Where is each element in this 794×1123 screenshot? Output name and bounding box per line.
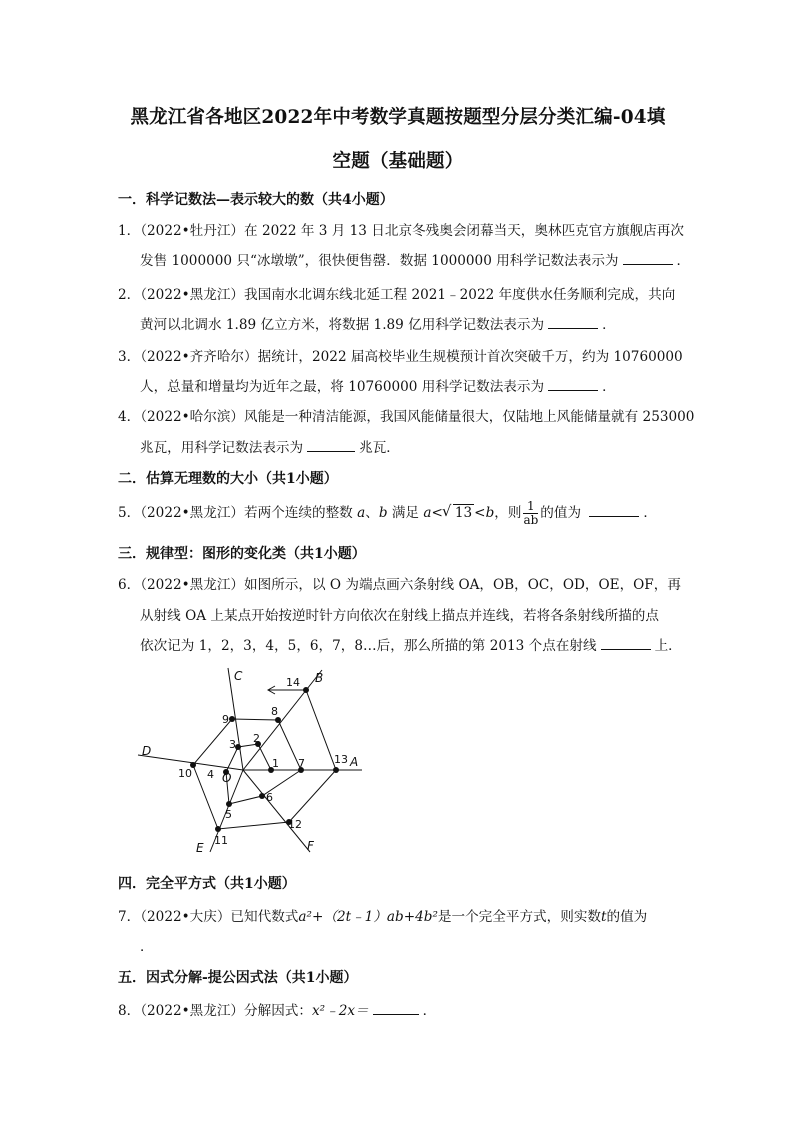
question-7-line1: [118, 905, 647, 925]
answer-blank-2: [548, 316, 598, 329]
answer-blank-3: [548, 378, 598, 391]
question-4-line2: [140, 436, 400, 456]
question-5-end: ．: [643, 505, 657, 521]
question-7-post2: 的值为: [606, 909, 648, 925]
point-label-12: 12: [288, 818, 302, 831]
question-8-line1: [118, 999, 436, 1019]
question-7-post: 是一个完全平方式，则实数: [437, 909, 602, 925]
question-5-post: 的值为: [540, 505, 582, 521]
point-label-8: 8: [271, 705, 278, 718]
ray-label-d: D: [142, 744, 152, 758]
point-label-9: 9: [222, 713, 229, 726]
ray-label-c: C: [234, 669, 243, 683]
question-4-end: 兆瓦．: [359, 440, 400, 456]
question-8-text: 8．（2022•黑龙江）分解因式：: [118, 1003, 312, 1019]
question-1-line2: [140, 249, 690, 269]
question-2-line1: 2．（2022•黑龙江）我国南水北调东线北延工程 2021﹣2022 年度供水任务顺利完成，共向: [118, 287, 676, 303]
point-label-7: 7: [298, 757, 305, 770]
question-5-text: 5．（2022•黑龙江）若两个连续的整数: [118, 505, 353, 521]
section-heading-1: 一．科学记数法—表示较大的数（共4小题）: [118, 192, 394, 208]
answer-blank-1: [623, 252, 673, 265]
question-1-text: 发售 1000000 只“冰墩墩”，很快便售罄．数据 1000000 用科学记数法表示为: [140, 253, 619, 269]
question-5-then: ，则: [494, 505, 522, 521]
question-6-line3: [140, 634, 682, 654]
answer-blank-6: [601, 637, 651, 650]
question-2-text: 黄河以北调水 1.89 亿立方米，将数据 1.89 亿用科学记数法表示为: [140, 317, 545, 333]
factor-expression: x²﹣2x＝: [312, 1003, 369, 1019]
point-label-10: 10: [178, 767, 192, 780]
fraction-denominator: ab: [523, 513, 539, 527]
fraction-numerator: 1: [523, 500, 538, 514]
point-label-4: 4: [207, 768, 214, 781]
point-label-6: 6: [266, 791, 273, 804]
point-label-11: 11: [214, 834, 228, 847]
ray-label-e: E: [196, 841, 204, 855]
var-t: t: [601, 909, 607, 925]
less-than-sign: <: [431, 505, 443, 521]
point-label-13: 13: [334, 753, 348, 766]
question-3-text: 人，总量和增量均为近年之最，将 10760000 用科学记数法表示为: [140, 379, 545, 395]
var-b: b: [378, 505, 388, 521]
point-label-3: 3: [229, 738, 236, 751]
ray-ob: [243, 670, 322, 770]
question-6-end: 上．: [654, 638, 682, 654]
answer-blank-5: [589, 504, 639, 517]
question-6-line2: 从射线 OA 上某点开始按逆时针方向依次在射线上描点并连线，若将各条射线所描的点: [140, 608, 659, 624]
question-3-line2: [140, 375, 616, 395]
question-3-line1: 3．（2022•齐齐哈尔）据统计，2022 届高校毕业生规模预计首次突破千万，约为 10760000: [118, 349, 683, 365]
question-4-text: 兆瓦，用科学记数法表示为: [140, 440, 304, 456]
question-7-line2: ．: [140, 939, 154, 955]
ray-label-f: F: [307, 839, 314, 853]
point-label-14: 14: [286, 676, 300, 689]
algebraic-expression: a²+（2t﹣1）ab+4b²: [298, 909, 438, 925]
point-label-5: 5: [225, 808, 232, 821]
spiral-path: [193, 690, 336, 829]
question-2-line2: [140, 313, 616, 333]
question-1-line1: 1．（2022•牡丹江）在 2022 年 3 月 13 日北京冬残奥会闭幕当天，奥林匹克官方旗舰店再次: [118, 223, 684, 239]
question-5-mid: 满足: [391, 505, 420, 521]
question-7-text: 7．（2022•大庆）已知代数式: [118, 909, 299, 925]
point-label-2: 2: [253, 732, 260, 745]
question-6-line1: 6．（2022•黑龙江）如图所示，以 O 为端点画六条射线 OA，OB，OC，OD，OE，OF，再: [118, 577, 681, 593]
ray-label-a: A: [350, 755, 359, 769]
origin-label: O: [222, 771, 232, 785]
question-4-line1: 4．（2022•哈尔滨）风能是一种清洁能源，我国风能储量很大，仅陆地上风能储量就有 253000: [118, 409, 695, 425]
var-b: b: [485, 505, 495, 521]
answer-blank-4: [307, 439, 355, 452]
question-5-sep: 、: [365, 505, 379, 521]
var-a: a: [423, 505, 432, 521]
document-title-line1: 黑龙江省各地区2022年中考数学真题按题型分层分类汇编-04填: [130, 107, 666, 128]
document-title-line2: 空题（基础题）: [332, 151, 464, 172]
point-label-1: 1: [272, 757, 279, 770]
less-than-sign: <: [474, 505, 486, 521]
question-1-end: ．: [676, 253, 691, 269]
question-6-text: 依次记为 1，2，3，4，5，6，7，8…后，那么所描的第 2013 个点在射线: [140, 638, 597, 654]
answer-blank-8: [373, 1002, 419, 1015]
section-heading-2: 二．估算无理数的大小（共1小题）: [118, 471, 338, 487]
fraction: [523, 500, 538, 527]
sqrt-expression: [453, 504, 474, 521]
section-heading-5: 五．因式分解-提公因式法（共1小题）: [118, 970, 358, 986]
question-2-end: ．: [602, 317, 616, 333]
ray-of: [243, 770, 310, 852]
rays-spiral-figure: [130, 662, 390, 862]
ray-label-b: B: [315, 671, 324, 685]
radicand: 13: [454, 505, 473, 521]
question-3-end: ．: [602, 379, 616, 395]
var-a: a: [357, 505, 366, 521]
section-heading-4: 四．完全平方式（共1小题）: [118, 876, 296, 892]
question-8-end: ．: [422, 1003, 437, 1019]
section-heading-3: 三．规律型：图形的变化类（共1小题）: [118, 546, 366, 562]
question-5-line1: [118, 500, 657, 527]
